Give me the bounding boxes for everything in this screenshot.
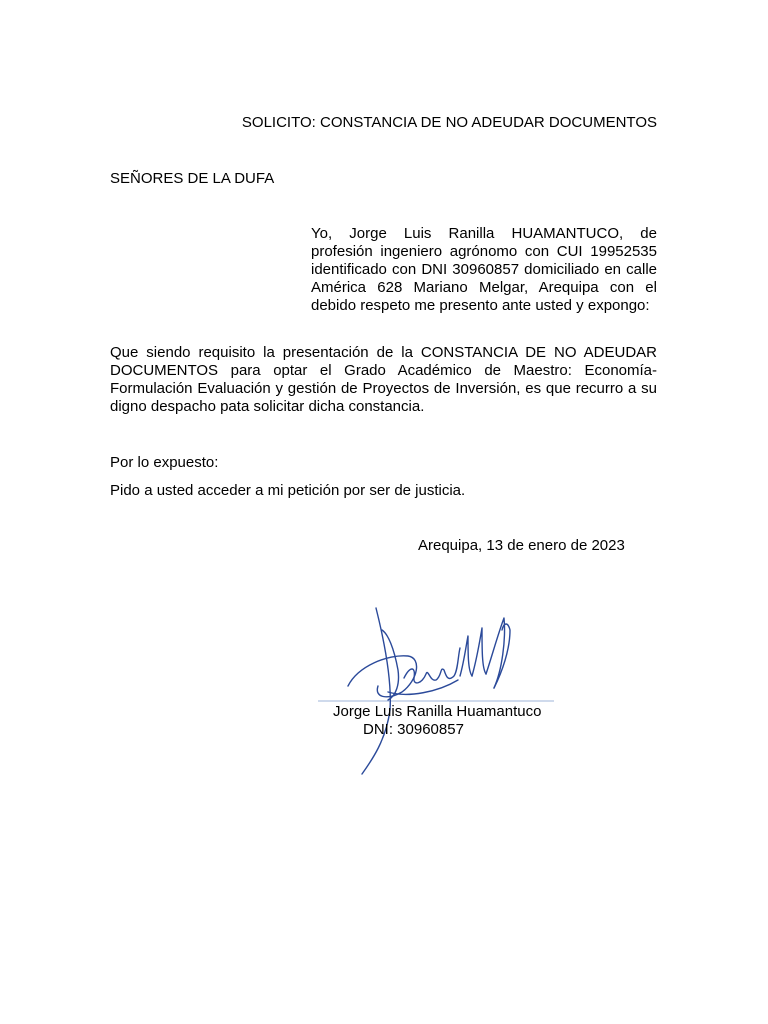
request-line: Pido a usted acceder a mi petición por ser de justicia.	[110, 482, 466, 499]
intro-paragraph: Yo, Jorge Luis Ranilla HUAMANTUCO, de profesión ingeniero agrónomo con CUI 19952535 identificado con DNI 30960857 domiciliado en calle América 628 Mariano Melgar, Arequipa con el debido respeto me presento ante usted y expongo:	[311, 225, 657, 314]
signer-name: Jorge Luis Ranilla Huamantuco	[333, 703, 542, 720]
letter-subject: SOLICITO: CONSTANCIA DE NO ADEUDAR DOCUMENTOS	[241, 114, 657, 131]
signer-dni: DNI: 30960857	[363, 721, 464, 738]
place-date-line: Arequipa, 13 de enero de 2023	[418, 537, 625, 554]
signature-block	[318, 600, 608, 780]
por-lo-expuesto-line: Por lo expuesto:	[110, 454, 219, 471]
handwritten-signature-icon	[318, 600, 608, 780]
body-paragraph: Que siendo requisito la presentación de la CONSTANCIA DE NO ADEUDAR DOCUMENTOS para optar el Grado Académico de Maestro: Economía-Formulación Evaluación y gestión de Proyectos de Inversión, es que recurro a su digno despacho pata solicitar dicha constancia.	[110, 344, 657, 415]
letter-addressee: SEÑORES DE LA DUFA	[110, 170, 275, 187]
